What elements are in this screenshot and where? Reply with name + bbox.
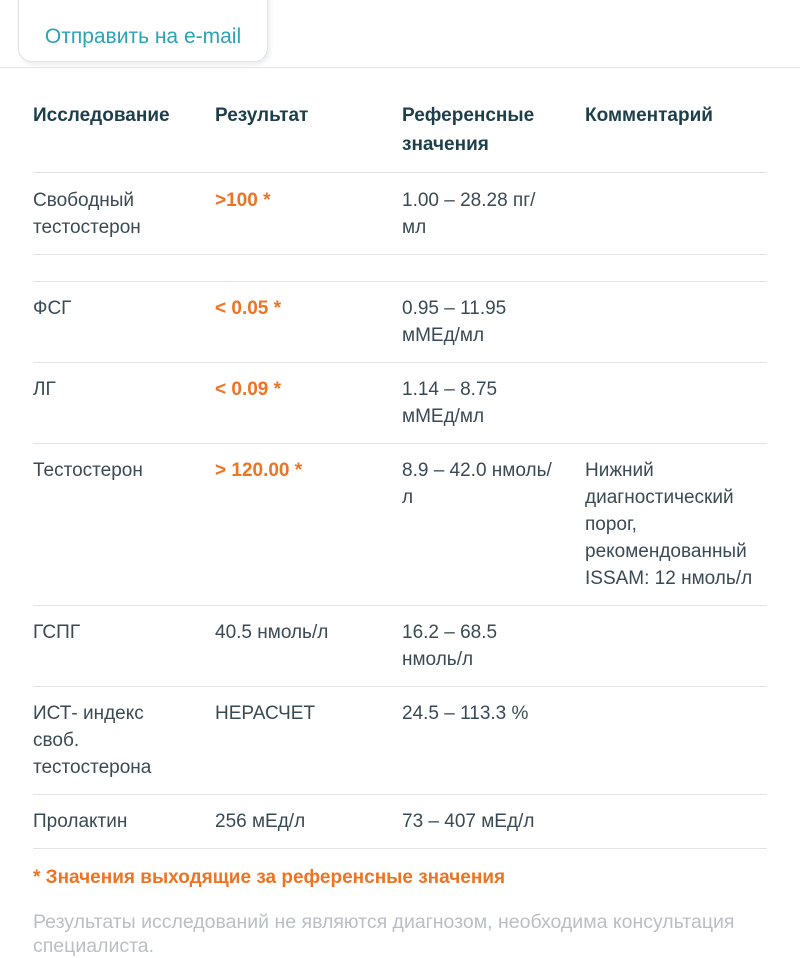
test-result: < 0.05 * [215, 298, 282, 319]
test-name: Пролактин [33, 811, 128, 832]
test-name: Свободный тестостерон [33, 190, 141, 238]
test-comment: Нижний диагностический порог, рекомендованный ISSAM: 12 нмоль/л [585, 460, 753, 589]
column-header-test: Исследование [33, 105, 170, 126]
test-comment [585, 376, 767, 430]
test-result: НЕРАСЧЕТ [215, 703, 316, 724]
table-row [33, 687, 767, 795]
table-row [33, 444, 767, 606]
test-result: > 120.00 * [215, 460, 303, 481]
test-name: ГСПГ [33, 622, 81, 643]
test-reference: 16.2 – 68.5 нмоль/л [402, 622, 498, 670]
test-comment [585, 295, 767, 349]
column-header-result: Результат [215, 105, 309, 126]
test-comment [585, 619, 767, 673]
test-name: ИСТ- индекс своб. тестостерона [33, 703, 152, 778]
test-name: ФСГ [33, 298, 72, 319]
test-name [33, 255, 215, 281]
test-reference: 1.14 – 8.75 мМЕд/мл [402, 379, 498, 427]
test-result [215, 255, 402, 281]
table-row [33, 363, 767, 444]
send-email-button[interactable] [18, 0, 268, 62]
table-row [33, 282, 767, 363]
column-header-reference: Референсные значения [402, 105, 535, 155]
test-name: Тестостерон [33, 460, 143, 481]
table-row [33, 795, 767, 849]
test-comment [585, 255, 767, 281]
table-row [33, 173, 767, 255]
test-result: 256 мЕд/л [215, 811, 306, 832]
test-reference: 1.00 – 28.28 пг/мл [402, 190, 536, 238]
test-comment [585, 808, 767, 835]
results-table [33, 68, 767, 849]
test-reference: 0.95 – 11.95 мМЕд/мл [402, 298, 507, 346]
table-row [33, 606, 767, 687]
test-reference: 24.5 – 113.3 % [402, 703, 529, 724]
test-reference: 73 – 407 мЕд/л [402, 811, 535, 832]
test-result: < 0.09 * [215, 379, 282, 400]
test-result: 40.5 нмоль/л [215, 622, 329, 643]
test-reference: 8.9 – 42.0 нмоль/л [402, 460, 552, 508]
test-comment [585, 700, 767, 781]
column-header-comment: Комментарий [585, 105, 713, 126]
out-of-reference-note: * Значения выходящие за референсные значения [33, 867, 506, 888]
disclaimer-text: Результаты исследований не являются диагнозом, необходима консультация специалиста. [33, 911, 735, 957]
send-email-label: Отправить на e-mail [44, 25, 242, 48]
topbar [0, 0, 800, 68]
table-row-empty [33, 255, 767, 282]
test-result: >100 * [215, 190, 271, 211]
test-comment [585, 187, 767, 241]
table-header-row [33, 68, 767, 173]
test-reference [402, 255, 585, 281]
test-name: ЛГ [33, 379, 56, 400]
